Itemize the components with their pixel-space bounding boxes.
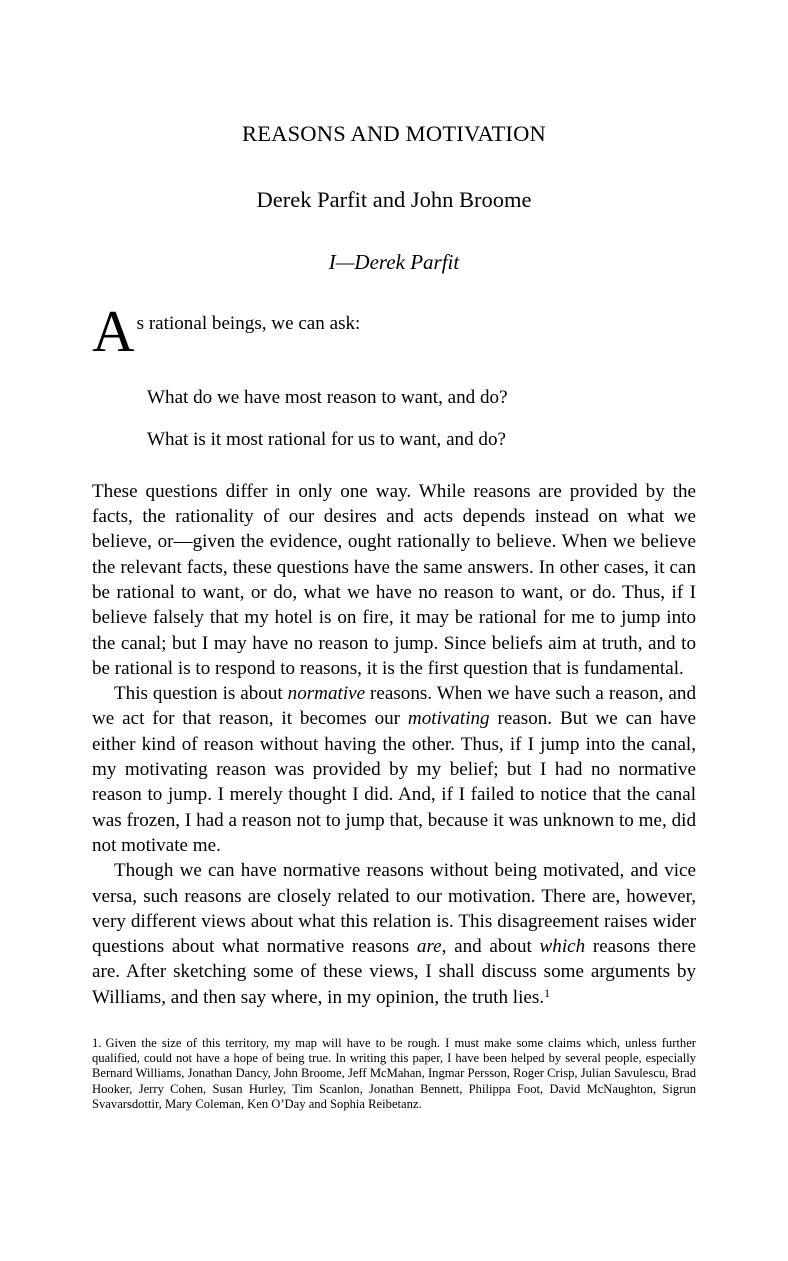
question-item-2: What is it most rational for us to want, and do? (147, 429, 506, 451)
opening-first-line: s rational beings, we can ask: (136, 313, 361, 335)
paragraph-3-part-a: Though we can have normative reasons without being motivated, and vice versa, such reasons are closely related to our motivation. There are, however, very different views about what this relation is. This disagreement raises wider questions about what normative reasons (92, 860, 696, 958)
paragraph-3 (92, 858, 696, 1010)
section-heading: I—Derek Parfit (328, 250, 460, 274)
paragraph-2-part-b: reasons. When we have such a reason, and we act for that reason, it becomes our (92, 683, 696, 730)
article-body (92, 298, 696, 1010)
paragraph-2-part-a: This question is about (114, 683, 288, 705)
paragraph-3-part-b: , and about (441, 936, 540, 958)
paragraph-2-part-c: reason. But we can have either kind of reason without having the other. Thus, if I jump into the canal, my motivating reason was provided by my belief; but I had no normative reason to jump. I merely thought I did. And, if I failed to notice that the canal was frozen, I had a reason not to jump that, because it was unknown to me, did not motivate me. (92, 708, 696, 856)
paragraph-1: These questions differ in only one way. While reasons are provided by the facts, the rationality of our desires and acts depends instead on what we believe, or—given the evidence, ought rationally to believe. When we believe the relevant facts, these questions have the same answers. In other cases, it can be rational to want, or do, what we have no reason to want, or do. Thus, if I believe falsely that my hotel is on fire, it may be rational for me to jump into the canal; but I may have no reason to jump. Since beliefs aim at truth, and to be rational is to respond to reasons, it is the first question that is fundamental. (92, 480, 696, 679)
emphasis-normative: normative (287, 683, 366, 705)
document-page (92, 0, 696, 1112)
page-title: REASONS AND MOTIVATION (241, 121, 546, 146)
footnote-reference-1[interactable]: 1 (544, 985, 551, 1000)
opening-paragraph (92, 298, 696, 367)
footnote-text: Given the size of this territory, my map will have to be rough. I must make some claims which, unless further qualified, could not have a hope of being true. In writing this paper, I have been helped by several people, especially Bernard Williams, Jonathan Dancy, John Broome, Jeff McMahan, Ingmar Persson, Roger Crisp, Julian Savulescu, Brad Hooker, Jerry Cohen, Susan Hurley, Tim Scanlon, Jonathan Bennett, Philippa Foot, David McNaughton, Sigrun Svavarsdottir, Mary Coleman, Ken O’Day and Sophia Reibetanz. (92, 1036, 696, 1111)
emphasis-which: which (539, 936, 586, 958)
paragraph-2 (92, 681, 696, 858)
drop-cap-letter: A (92, 298, 135, 365)
authors-line: Derek Parfit and John Broome (256, 187, 532, 212)
footnote-block (92, 1036, 696, 1112)
footnote-number: 1. (92, 1036, 102, 1051)
emphasis-are: are (416, 936, 442, 958)
question-item-1: What do we have most reason to want, and do? (147, 387, 508, 409)
paragraph-3-part-c: reasons there are. After sketching some of these views, I shall discuss some arguments by Williams, and then say where, in my opinion, the truth lies. (92, 936, 696, 1008)
emphasis-motivating: motivating (407, 708, 490, 730)
